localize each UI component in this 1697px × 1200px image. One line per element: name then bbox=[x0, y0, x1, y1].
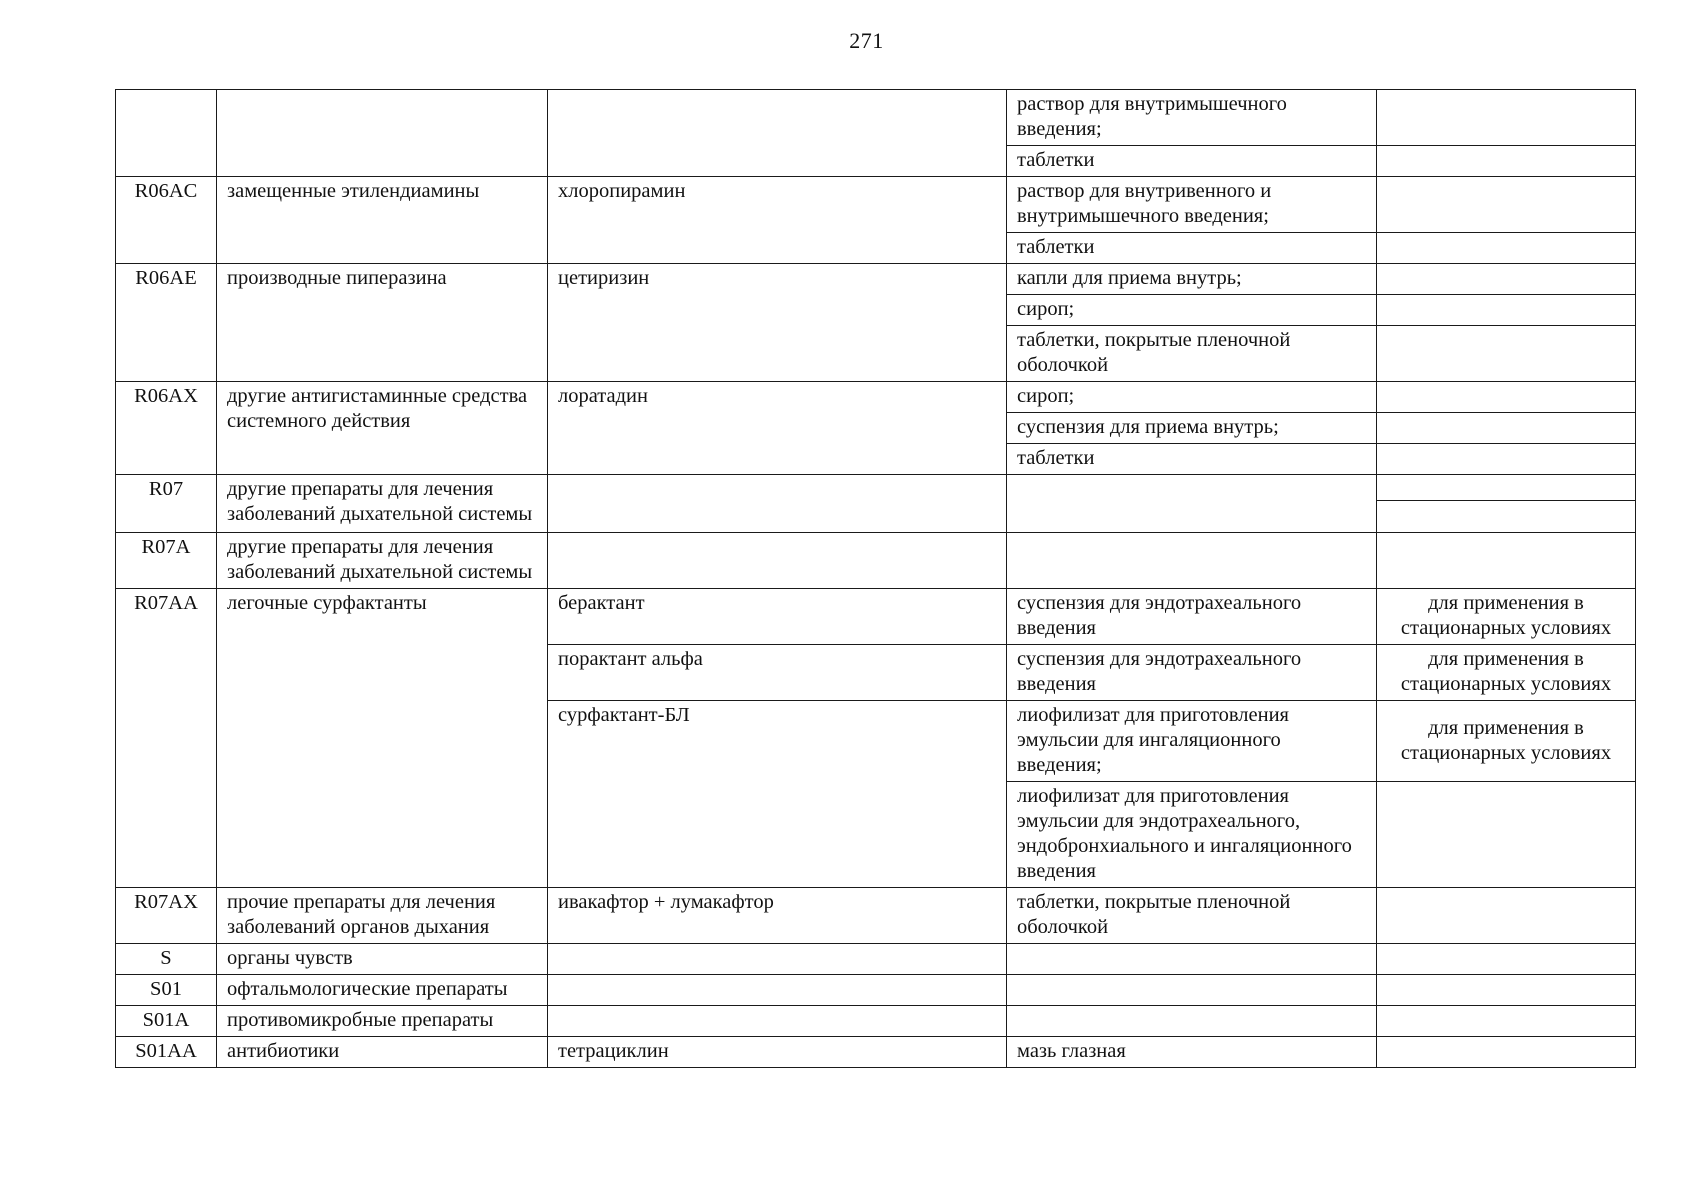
form-cell: таблетки, покрытые пленочной оболочкой bbox=[1007, 888, 1377, 944]
note-cell bbox=[1377, 264, 1636, 295]
group-cell bbox=[217, 90, 548, 177]
table-row bbox=[116, 90, 1636, 146]
table-row bbox=[116, 589, 1636, 645]
form-cell bbox=[1007, 475, 1377, 533]
drug-cell: берактант bbox=[548, 589, 1007, 645]
code-cell: R06AE bbox=[116, 264, 217, 382]
group-cell: антибиотики bbox=[217, 1037, 548, 1068]
form-cell: раствор для внутривенного и внутримышечного введения; bbox=[1007, 177, 1377, 233]
form-cell: таблетки bbox=[1007, 233, 1377, 264]
group-cell: другие препараты для лечения заболеваний дыхательной системы bbox=[217, 475, 548, 533]
code-cell bbox=[116, 90, 217, 177]
form-cell: капли для приема внутрь; bbox=[1007, 264, 1377, 295]
drug-cell: тетрациклин bbox=[548, 1037, 1007, 1068]
drug-cell: порактант альфа bbox=[548, 645, 1007, 701]
table-row bbox=[116, 264, 1636, 295]
note-cell bbox=[1377, 782, 1636, 888]
drug-cell: ивакафтор + лумакафтор bbox=[548, 888, 1007, 944]
drug-cell bbox=[548, 944, 1007, 975]
drug-cell bbox=[548, 975, 1007, 1006]
note-cell bbox=[1377, 146, 1636, 177]
drug-cell bbox=[548, 475, 1007, 533]
note-cell bbox=[1377, 382, 1636, 413]
group-cell: офтальмологические препараты bbox=[217, 975, 548, 1006]
drug-cell bbox=[548, 533, 1007, 589]
code-cell: R07AA bbox=[116, 589, 217, 888]
note-cell bbox=[1377, 975, 1636, 1006]
table-row bbox=[116, 944, 1636, 975]
note-cell bbox=[1377, 533, 1636, 589]
group-cell: другие антигистаминные средства системного действия bbox=[217, 382, 548, 475]
form-cell: таблетки, покрытые пленочной оболочкой bbox=[1007, 326, 1377, 382]
note-cell: для применения в стационарных условиях bbox=[1377, 645, 1636, 701]
drug-cell: сурфактант-БЛ bbox=[548, 701, 1007, 888]
form-cell: суспензия для эндотрахеального введения bbox=[1007, 589, 1377, 645]
form-cell: раствор для внутримышечного введения; bbox=[1007, 90, 1377, 146]
form-cell: таблетки bbox=[1007, 146, 1377, 177]
form-cell: мазь глазная bbox=[1007, 1037, 1377, 1068]
table-row bbox=[116, 888, 1636, 944]
group-cell: другие препараты для лечения заболеваний дыхательной системы bbox=[217, 533, 548, 589]
note-cell bbox=[1377, 888, 1636, 944]
note-cell bbox=[1377, 444, 1636, 475]
form-cell: суспензия для эндотрахеального введения bbox=[1007, 645, 1377, 701]
code-cell: S01 bbox=[116, 975, 217, 1006]
drug-cell: лоратадин bbox=[548, 382, 1007, 475]
note-cell bbox=[1377, 233, 1636, 264]
table-row bbox=[116, 382, 1636, 413]
drug-cell bbox=[548, 90, 1007, 177]
code-cell: R06AX bbox=[116, 382, 217, 475]
code-cell: R07 bbox=[116, 475, 217, 533]
form-cell bbox=[1007, 1006, 1377, 1037]
form-cell: суспензия для приема внутрь; bbox=[1007, 413, 1377, 444]
table-row bbox=[116, 177, 1636, 233]
drug-cell: цетиризин bbox=[548, 264, 1007, 382]
table-row bbox=[116, 1006, 1636, 1037]
page-number: 271 bbox=[849, 28, 884, 53]
note-cell bbox=[1377, 177, 1636, 233]
form-cell bbox=[1007, 944, 1377, 975]
note-cell: для применения в стационарных условиях bbox=[1377, 701, 1636, 782]
note-cell bbox=[1377, 475, 1636, 501]
note-cell bbox=[1377, 501, 1636, 533]
group-cell: производные пиперазина bbox=[217, 264, 548, 382]
code-cell: R06AC bbox=[116, 177, 217, 264]
note-cell bbox=[1377, 1037, 1636, 1068]
form-cell: сироп; bbox=[1007, 295, 1377, 326]
table-row bbox=[116, 975, 1636, 1006]
code-cell: R07AX bbox=[116, 888, 217, 944]
group-cell: противомикробные препараты bbox=[217, 1006, 548, 1037]
drug-cell bbox=[548, 1006, 1007, 1037]
group-cell: легочные сурфактанты bbox=[217, 589, 548, 888]
drug-table bbox=[115, 89, 1636, 1068]
form-cell bbox=[1007, 975, 1377, 1006]
form-cell bbox=[1007, 533, 1377, 589]
group-cell: прочие препараты для лечения заболеваний органов дыхания bbox=[217, 888, 548, 944]
group-cell: органы чувств bbox=[217, 944, 548, 975]
code-cell: S01AA bbox=[116, 1037, 217, 1068]
form-cell: сироп; bbox=[1007, 382, 1377, 413]
note-cell bbox=[1377, 413, 1636, 444]
note-cell bbox=[1377, 295, 1636, 326]
drug-cell: хлоропирамин bbox=[548, 177, 1007, 264]
table-row bbox=[116, 475, 1636, 501]
code-cell: S bbox=[116, 944, 217, 975]
form-cell: лиофилизат для приготовления эмульсии для ингаляционного введения; bbox=[1007, 701, 1377, 782]
group-cell: замещенные этилендиамины bbox=[217, 177, 548, 264]
note-cell bbox=[1377, 326, 1636, 382]
code-cell: S01A bbox=[116, 1006, 217, 1037]
table-row bbox=[116, 1037, 1636, 1068]
note-cell bbox=[1377, 90, 1636, 146]
form-cell: лиофилизат для приготовления эмульсии для эндотрахеального, эндобронхиального и ингаляционного введения bbox=[1007, 782, 1377, 888]
form-cell: таблетки bbox=[1007, 444, 1377, 475]
code-cell: R07A bbox=[116, 533, 217, 589]
note-cell bbox=[1377, 944, 1636, 975]
note-cell: для применения в стационарных условиях bbox=[1377, 589, 1636, 645]
note-cell bbox=[1377, 1006, 1636, 1037]
table-row bbox=[116, 533, 1636, 589]
